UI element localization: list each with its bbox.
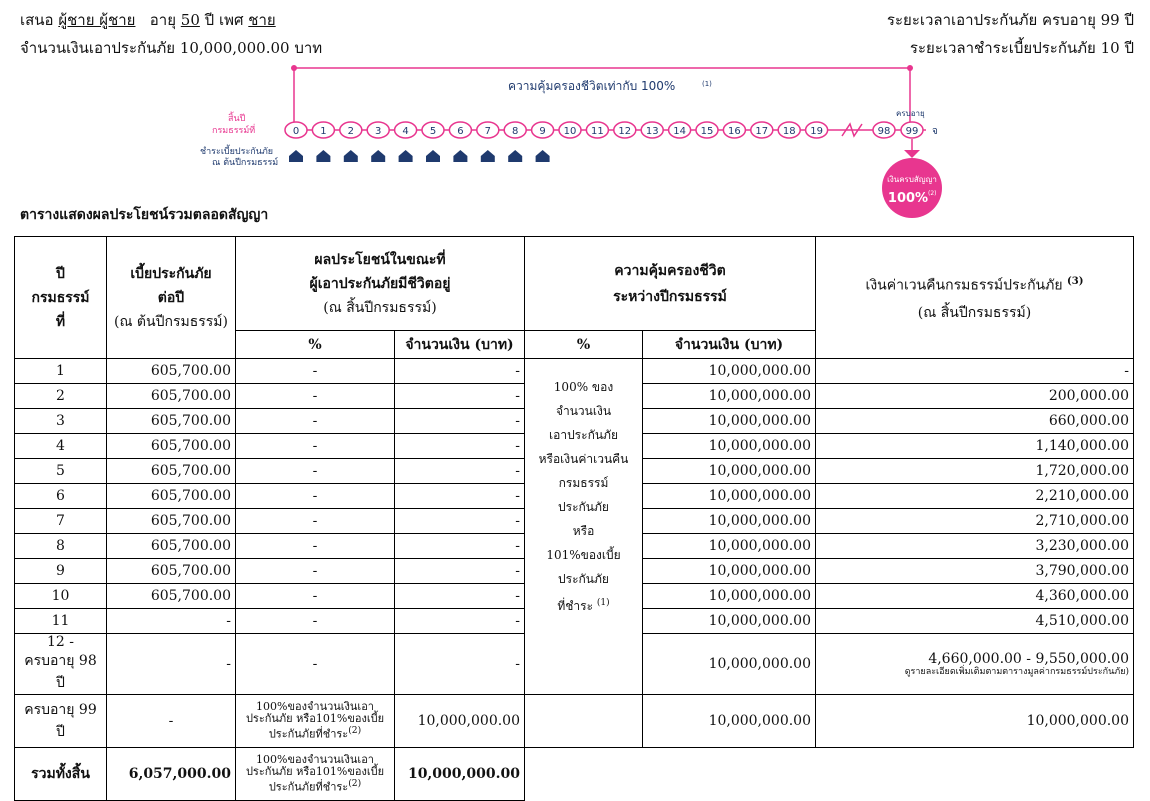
- coverage-text: ความคุ้มครองชีวิตเท่ากับ 100%: [508, 79, 676, 93]
- description-line: 101%ของเบี้ย: [546, 548, 621, 562]
- living-pct-cell: -: [236, 584, 395, 609]
- end-year-label-2: กรมธรรม์ที่: [212, 126, 256, 136]
- total-row: [15, 748, 1134, 801]
- year-number: 9: [539, 126, 546, 137]
- year-number: 99: [905, 126, 919, 137]
- payment-period: ระยะเวลาชำระเบี้ยประกันภัย 10 ปี: [909, 39, 1134, 57]
- maturity-arrow-icon: [904, 150, 920, 158]
- description-line: เอาประกันภัย: [549, 428, 618, 442]
- bracket-end-dot: [907, 65, 913, 71]
- cash-value-cell: 10,000,000.00: [816, 695, 1134, 748]
- living-amount-cell: -: [395, 584, 525, 609]
- life-amount-cell: 10,000,000.00: [643, 609, 816, 634]
- year-circle: [367, 122, 389, 138]
- year-number: 3: [375, 126, 382, 137]
- coverage-note: (1): [702, 80, 712, 88]
- description-line: หรือเงินค่าเวนคืน: [538, 452, 629, 466]
- year-number: 15: [700, 126, 714, 137]
- year-circle: [449, 122, 471, 138]
- premium-house-icon: [536, 150, 550, 162]
- table-row: [15, 359, 1134, 384]
- year-circle: [559, 122, 581, 138]
- cash-value-cell: 200,000.00: [816, 384, 1134, 409]
- coverage-period: ระยะเวลาเอาประกันภัย ครบอายุ 99 ปี: [886, 11, 1134, 29]
- year-circle: [873, 122, 895, 138]
- year-number: 11: [591, 126, 604, 137]
- year-circles: [285, 122, 923, 138]
- year-cell: 1: [15, 359, 107, 384]
- life-coverage-description: [525, 359, 643, 695]
- year-circle: [532, 122, 554, 138]
- year-number: 14: [673, 126, 686, 137]
- year-circle: [614, 122, 636, 138]
- life-amount-cell: 10,000,000.00: [643, 384, 816, 409]
- year-circle: [641, 122, 663, 138]
- life-pct-cell: [525, 695, 643, 748]
- coverage-timeline-diagram: [190, 62, 960, 230]
- life-amount-cell: 10,000,000.00: [643, 434, 816, 459]
- cash-value-header: เงินค่าเวนคืนกรมธรรม์ประกันภัย $^{(3)}$ (ณ สิ้นปีกรมธรรม์): [816, 237, 1134, 359]
- coverage-bracket: [294, 68, 910, 122]
- year-cell: 7: [15, 509, 107, 534]
- premium-house-icon: [508, 150, 522, 162]
- living-amount-cell: -: [395, 459, 525, 484]
- premium-house-icon: [426, 150, 440, 162]
- year-circle: [395, 122, 417, 138]
- premium-cell: 605,700.00: [107, 434, 236, 459]
- life-amount-cell: 10,000,000.00: [643, 509, 816, 534]
- benefit-table: [14, 236, 1134, 801]
- life-amount-cell: 10,000,000.00: [643, 459, 816, 484]
- living-pct-cell: -: [236, 509, 395, 534]
- year-circle: [586, 122, 608, 138]
- age-label: อายุ: [149, 11, 177, 29]
- premium-cell: -: [107, 609, 236, 634]
- premium-house-icon: [289, 150, 303, 162]
- year-circle: [723, 122, 745, 138]
- year-cell: 6: [15, 484, 107, 509]
- premium-house-icon: [453, 150, 467, 162]
- premium-cell: 605,700.00: [107, 409, 236, 434]
- propose-label: เสนอ: [20, 11, 54, 29]
- year-circle: [669, 122, 691, 138]
- premium-cell: 605,700.00: [107, 459, 236, 484]
- life-amount-cell: 10,000,000.00: [643, 484, 816, 509]
- maturity-benefit-cell: 100%ของจำนวนเงินเอา ประกันภัย หรือ101%ของเบี้ย ประกันภัยที่ชำระ$^{(2)}$: [236, 695, 395, 748]
- maturity-note: (2): [928, 190, 937, 197]
- life-pct-header: %: [525, 331, 643, 359]
- age-value: 50: [180, 11, 200, 29]
- year-number: 98: [877, 126, 891, 137]
- living-pct-cell: -: [236, 359, 395, 384]
- cash-value-cell: 1,140,000.00: [816, 434, 1134, 459]
- total-premium: 6,057,000.00: [107, 748, 236, 801]
- year-number: 2: [347, 126, 354, 137]
- year-number: 0: [292, 126, 300, 137]
- living-pct-cell: -: [236, 459, 395, 484]
- year-number: 7: [484, 126, 491, 137]
- life-amount-cell: 10,000,000.00: [643, 634, 816, 695]
- life-amount-cell: 10,000,000.00: [643, 359, 816, 384]
- pay-label-1: ชำระเบี้ยประกันภัย: [200, 147, 274, 157]
- year-number: 5: [429, 126, 437, 137]
- year-cell: 3: [15, 409, 107, 434]
- year-number: 18: [782, 126, 796, 137]
- total-maturity-benefit: 100%ของจำนวนเงินเอา ประกันภัย หรือ101%ของเบี้ย ประกันภัยที่ชำระ$^{(2)}$: [236, 748, 395, 801]
- description-note: (1): [596, 598, 610, 608]
- cash-value-cell: 660,000.00: [816, 409, 1134, 434]
- year-circle: [340, 122, 362, 138]
- cash-value-cell: 4,660,000.00 - 9,550,000.00 ดูรายละเอียดเพิ่มเติมตามตารางมูลค่ากรมธรรม์ประกันภัย): [816, 634, 1134, 695]
- description-line: ประกันภัย: [558, 500, 609, 514]
- cash-value-cell: 2,210,000.00: [816, 484, 1134, 509]
- age-unit: ปี เพศ: [204, 11, 244, 29]
- life-amount-cell: 10,000,000.00: [643, 584, 816, 609]
- premium-cell: 605,700.00: [107, 559, 236, 584]
- living-amount-cell: -: [395, 509, 525, 534]
- premium-header: เบี้ยประกันภัย ต่อปี (ณ ต้นปีกรมธรรม์): [107, 237, 236, 359]
- living-amount-cell: -: [395, 634, 525, 695]
- total-label: รวมทั้งสิ้น: [15, 748, 107, 801]
- year-number: 13: [645, 126, 659, 137]
- bracket-start-dot: [291, 65, 297, 71]
- year-cell: 5: [15, 459, 107, 484]
- total-living-amount: 10,000,000.00: [395, 748, 525, 801]
- life-amount-header: จำนวนเงิน (บาท): [643, 331, 816, 359]
- living-amount-cell: -: [395, 559, 525, 584]
- premium-cell: 605,700.00: [107, 359, 236, 384]
- table-title: ตารางแสดงผลประโยชน์รวมตลอดสัญญา: [20, 207, 269, 223]
- year-number: 10: [563, 126, 577, 137]
- year-circle: [477, 122, 499, 138]
- pay-label-2: ณ ต้นปีกรมธรรม์: [212, 158, 279, 168]
- premium-cell: 605,700.00: [107, 534, 236, 559]
- premium-house-icon: [399, 150, 413, 162]
- year-header: ปี กรมธรรม์ ที่: [15, 237, 107, 359]
- living-amount-cell: -: [395, 484, 525, 509]
- premium-house-icon: [371, 150, 385, 162]
- living-benefit-header: ผลประโยชน์ในขณะที่ ผู้เอาประกันภัยมีชีวิตอยู่ (ณ สิ้นปีกรมธรรม์): [236, 237, 525, 331]
- premium-house-icon: [344, 150, 358, 162]
- life-amount-cell: 10,000,000.00: [643, 409, 816, 434]
- end-marker: จ: [932, 126, 938, 137]
- premium-house-icon: [481, 150, 495, 162]
- premium-houses: [289, 150, 550, 162]
- living-pct-cell: -: [236, 434, 395, 459]
- living-pct-cell: -: [236, 634, 395, 695]
- living-pct-cell: -: [236, 609, 395, 634]
- year-number: 12: [618, 126, 632, 137]
- living-amount-cell: -: [395, 534, 525, 559]
- life-coverage-header: ความคุ้มครองชีวิต ระหว่างปีกรมธรรม์: [525, 237, 816, 331]
- end-year-label-1: สิ้นปี: [228, 114, 246, 124]
- year-circle: [285, 122, 307, 138]
- living-pct-cell: -: [236, 409, 395, 434]
- cash-value-cell: 4,510,000.00: [816, 609, 1134, 634]
- living-pct-header: %: [236, 331, 395, 359]
- maturity-value: 100%: [887, 191, 929, 206]
- living-pct-cell: -: [236, 484, 395, 509]
- year-cell: 12 - ครบอายุ 98 ปี: [15, 634, 107, 695]
- year-circle: [696, 122, 718, 138]
- maturity-age-label: ครบอายุ: [896, 109, 925, 118]
- gender-value: ชาย: [248, 11, 276, 29]
- living-amount-cell: -: [395, 409, 525, 434]
- premium-cell: -: [107, 695, 236, 748]
- living-amount-cell: 10,000,000.00: [395, 695, 525, 748]
- description-line: กรมธรรม์: [558, 476, 609, 490]
- year-number: 1: [320, 126, 327, 137]
- premium-cell: 605,700.00: [107, 584, 236, 609]
- premium-cell: 605,700.00: [107, 384, 236, 409]
- living-pct-cell: -: [236, 384, 395, 409]
- year-circle: [751, 122, 773, 138]
- year-cell: 9: [15, 559, 107, 584]
- year-circle: [312, 122, 334, 138]
- living-amount-header: จำนวนเงิน (บาท): [395, 331, 525, 359]
- year-cell: ครบอายุ 99 ปี: [15, 695, 107, 748]
- living-amount-cell: -: [395, 384, 525, 409]
- year-number: 8: [512, 126, 519, 137]
- description-line: จำนวนเงิน: [555, 404, 612, 418]
- cash-value-cell: -: [816, 359, 1134, 384]
- maturity-circle: [882, 158, 942, 218]
- year-cell: 11: [15, 609, 107, 634]
- year-cell: 8: [15, 534, 107, 559]
- year-number: 4: [402, 126, 409, 137]
- life-amount-cell: 10,000,000.00: [643, 695, 816, 748]
- premium-cell: -: [107, 634, 236, 695]
- year-circle: [901, 122, 923, 138]
- life-amount-cell: 10,000,000.00: [643, 534, 816, 559]
- premium-cell: 605,700.00: [107, 509, 236, 534]
- year-number: 6: [457, 126, 464, 137]
- year-number: 16: [728, 126, 741, 137]
- cash-value-cell: 3,230,000.00: [816, 534, 1134, 559]
- year-cell: 2: [15, 384, 107, 409]
- cash-value-cell: 4,360,000.00: [816, 584, 1134, 609]
- description-line: หรือ: [572, 524, 595, 538]
- life-amount-cell: 10,000,000.00: [643, 559, 816, 584]
- living-amount-cell: -: [395, 434, 525, 459]
- sum-insured: จำนวนเงินเอาประกันภัย 10,000,000.00 บาท: [20, 39, 323, 57]
- description-line: ประกันภัย: [558, 572, 609, 586]
- cash-value-cell: 2,710,000.00: [816, 509, 1134, 534]
- insured-name: ผู้ชาย ผู้ชาย: [58, 11, 136, 29]
- living-pct-cell: -: [236, 534, 395, 559]
- cash-value-cell: 3,790,000.00: [816, 559, 1134, 584]
- description-line: ที่ชำระ: [557, 599, 594, 613]
- table-row: [15, 695, 1134, 748]
- living-pct-cell: -: [236, 559, 395, 584]
- year-circle: [504, 122, 526, 138]
- cash-value-cell: 1,720,000.00: [816, 459, 1134, 484]
- description-line: 100% ของ: [553, 380, 614, 394]
- living-amount-cell: -: [395, 359, 525, 384]
- year-circle: [422, 122, 444, 138]
- living-amount-cell: -: [395, 609, 525, 634]
- year-cell: 4: [15, 434, 107, 459]
- year-number: 17: [755, 126, 769, 137]
- year-circle: [778, 122, 800, 138]
- premium-cell: 605,700.00: [107, 484, 236, 509]
- premium-house-icon: [316, 150, 330, 162]
- year-cell: 10: [15, 584, 107, 609]
- proposal-line: [20, 8, 276, 32]
- year-number: 19: [810, 126, 823, 137]
- year-circle: [806, 122, 828, 138]
- maturity-label: เงินครบสัญญา: [887, 175, 937, 184]
